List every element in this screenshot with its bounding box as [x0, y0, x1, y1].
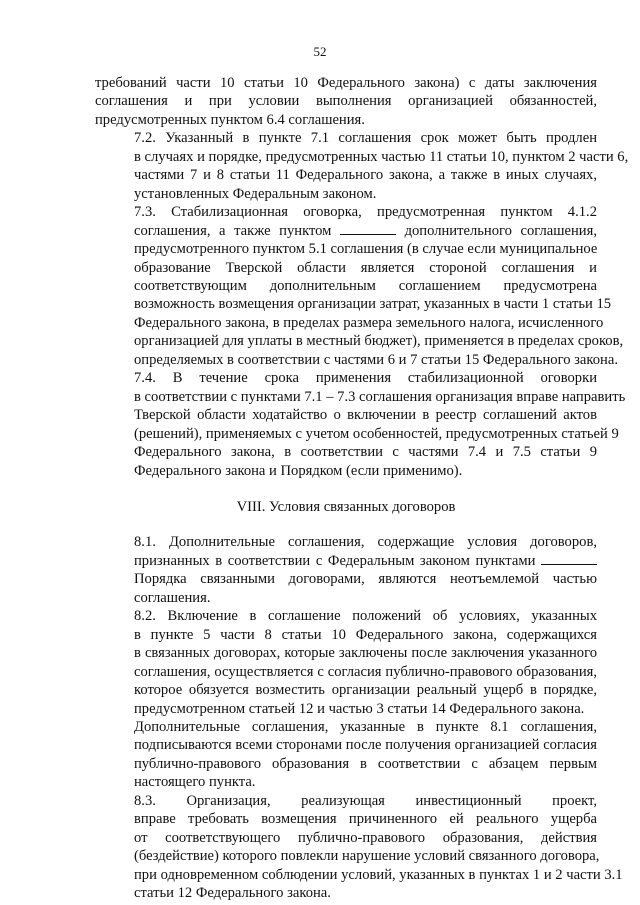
text-line: 7.2. Указанный в пункте 7.1 соглашения срок может быть продлен: [134, 130, 597, 147]
text-line: от соответствующего публично-правового образования, действия: [134, 829, 597, 846]
text-line: 8.3. Организация, реализующая инвестиционный проект,: [134, 792, 597, 809]
text-line: соответствующим дополнительным соглашением предусмотрена: [134, 277, 597, 294]
text-line: 7.4. В течение срока применения стабилизационной оговорки: [134, 370, 597, 387]
text-line-with-blank: [95, 552, 597, 570]
text-line: соглашения, осуществляется с согласия публично-правового образования,: [134, 663, 597, 680]
text-line: которое обязуется возместить организации реальный ущерб в порядке,: [134, 682, 597, 699]
text-line: частями 7 и 8 статьи 11 Федерального закона, а также в иных случаях,: [134, 167, 597, 184]
text-line: 8.1. Дополнительные соглашения, содержащие условия договоров,: [134, 534, 597, 551]
text-line: предусмотренного пунктом 5.1 соглашения (в случае если муниципальное: [134, 241, 598, 258]
paragraph-continuation: [95, 74, 597, 129]
paragraph-7-2: [95, 129, 629, 203]
text-line: требований части 10 статьи 10 Федерального закона) с даты заключения: [95, 75, 597, 91]
text-line: 8.2. Включение в соглашение положений об условиях, указанных: [134, 608, 597, 625]
text-line: Дополнительные соглашения, указанные в пункте 8.1 соглашения,: [134, 718, 597, 735]
paragraph-8-3: [95, 792, 623, 903]
text-line: публично-правового образования в соответствии с абзацем первым: [134, 755, 597, 772]
text-line: образование Тверской области является стороной соглашения и: [134, 259, 597, 276]
text-line: в соответствии с пунктами 7.1 – 7.3 соглашения организация вправе направить: [134, 388, 626, 405]
text-line: Федерального закона и Порядком (если применимо).: [134, 462, 463, 479]
text-line: Федерального закона, в соответствии с частями 7.4 и 7.5 статьи 9: [134, 444, 597, 461]
text-line: установленных Федеральным законом.: [134, 185, 377, 202]
text-line: возможность возмещения организации затрат, указанных в части 1 статьи 15: [134, 296, 612, 313]
text-segment: признанных в соответствии с Федеральным законом пунктами: [134, 552, 536, 569]
paragraph-8-1: [95, 533, 597, 607]
text-segment: дополнительного соглашения,: [404, 222, 597, 239]
text-line: в случаях и порядке, предусмотренных частью 11 статьи 10, пунктом 2 части 6,: [134, 148, 629, 165]
blank-field: [541, 552, 597, 565]
text-line: вправе требовать возмещения причиненного ей реального ущерба: [134, 811, 597, 828]
blank-field: [340, 222, 396, 235]
text-line: подписываются всеми сторонами после получения организацией согласия: [134, 737, 597, 754]
document-body: [95, 74, 629, 902]
page-number: 52: [313, 44, 327, 59]
section-heading: VIII. Условия связанных договоров: [236, 498, 456, 515]
text-line-with-blank: [95, 222, 597, 240]
text-line: (решений), применяемых с учетом особенностей, предусмотренных статьей 9: [134, 425, 619, 442]
text-line: настоящего пункта.: [134, 774, 256, 791]
text-line: определяемых в соответствии с частями 6 и 7 статьи 15 Федерального закона.: [134, 351, 618, 368]
text-segment: соглашения, а также пунктом: [134, 222, 332, 239]
text-line: соглашения и при условии выполнения организацией обязанностей,: [95, 93, 597, 110]
text-line: предусмотренных пунктом 6.4 соглашения.: [95, 111, 365, 128]
paragraph-8-2: [95, 607, 597, 718]
paragraph-7-4: [95, 369, 626, 480]
text-line: соглашения.: [134, 589, 211, 606]
text-line: (бездействие) которого повлекли нарушение условий связанного договора,: [134, 848, 600, 865]
text-line: Федерального закона, в пределах размера земельного налога, исчисленного: [134, 314, 604, 331]
text-line: организацией для уплаты в местный бюджет), применяется в пределах сроков,: [134, 333, 624, 350]
text-line: при одновременном соблюдении условий, указанных в пунктах 1 и 2 части 3.1: [134, 866, 623, 883]
paragraph-8-2-additional: [95, 718, 597, 792]
text-line: предусмотренном статьей 12 и частью 3 статьи 14 Федерального закона.: [134, 700, 585, 717]
text-line: в пункте 5 части 8 статьи 10 Федерального закона, содержащихся: [134, 626, 597, 643]
text-line: Порядка связанными договорами, являются неотъемлемой частью: [134, 571, 597, 588]
text-line: Тверской области ходатайство о включении в реестр соглашений актов: [134, 407, 597, 424]
text-line: 7.3. Стабилизационная оговорка, предусмотренная пунктом 4.1.2: [134, 204, 597, 221]
text-line: статьи 12 Федерального закона.: [134, 885, 331, 902]
text-line: в связанных договорах, которые заключены после заключения указанного: [134, 645, 597, 662]
paragraph-7-3: [95, 203, 624, 369]
